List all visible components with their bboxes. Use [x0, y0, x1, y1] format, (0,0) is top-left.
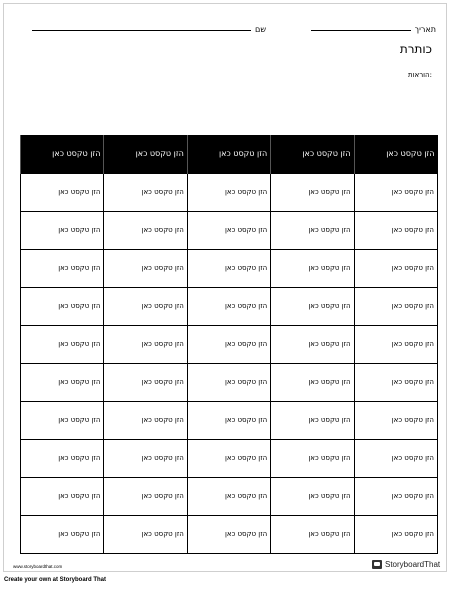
- storyboardthat-logo[interactable]: [372, 560, 440, 569]
- table-cell[interactable]: הזן טקסט כאן: [354, 477, 437, 515]
- table-cell[interactable]: הזן טקסט כאן: [271, 477, 354, 515]
- worksheet-page: [3, 3, 447, 572]
- date-field[interactable]: [304, 18, 436, 34]
- table-cell[interactable]: הזן טקסט כאן: [271, 325, 354, 363]
- table-cell[interactable]: הזן טקסט כאן: [104, 249, 187, 287]
- table-row: [21, 249, 438, 287]
- instructions-label[interactable]: :הוראות: [408, 71, 432, 79]
- table-cell[interactable]: הזן טקסט כאן: [104, 515, 187, 553]
- column-header[interactable]: הזן טקסט כאן: [104, 135, 187, 173]
- column-header[interactable]: הזן טקסט כאן: [354, 135, 437, 173]
- table-row: [21, 173, 438, 211]
- table-cell[interactable]: הזן טקסט כאן: [187, 211, 270, 249]
- worksheet-title[interactable]: כותרת: [399, 42, 432, 56]
- name-label: שם: [255, 25, 266, 34]
- table-cell[interactable]: הזן טקסט כאן: [271, 211, 354, 249]
- column-header[interactable]: הזן טקסט כאן: [21, 135, 104, 173]
- table-cell[interactable]: הזן טקסט כאן: [271, 515, 354, 553]
- table-cell[interactable]: הזן טקסט כאן: [187, 287, 270, 325]
- table-row: [21, 211, 438, 249]
- table-cell[interactable]: הזן טקסט כאן: [354, 401, 437, 439]
- table-cell[interactable]: הזן טקסט כאן: [104, 363, 187, 401]
- table-cell[interactable]: הזן טקסט כאן: [354, 439, 437, 477]
- table-row: [21, 325, 438, 363]
- table-cell[interactable]: הזן טקסט כאן: [354, 173, 437, 211]
- table-cell[interactable]: הזן טקסט כאן: [104, 211, 187, 249]
- table-cell[interactable]: הזן טקסט כאן: [21, 363, 104, 401]
- table-row: [21, 401, 438, 439]
- table-cell[interactable]: הזן טקסט כאן: [187, 363, 270, 401]
- table-cell[interactable]: הזן טקסט כאן: [354, 363, 437, 401]
- table-cell[interactable]: הזן טקסט כאן: [354, 515, 437, 553]
- table-cell[interactable]: הזן טקסט כאן: [354, 325, 437, 363]
- table-row: [21, 477, 438, 515]
- table-cell[interactable]: הזן טקסט כאן: [104, 401, 187, 439]
- table-cell[interactable]: הזן טקסט כאן: [104, 287, 187, 325]
- name-field[interactable]: [32, 18, 266, 34]
- table-row: [21, 515, 438, 553]
- table-cell[interactable]: הזן טקסט כאן: [21, 401, 104, 439]
- table-cell[interactable]: הזן טקסט כאן: [187, 515, 270, 553]
- table-cell[interactable]: הזן טקסט כאן: [271, 439, 354, 477]
- table-cell[interactable]: הזן טקסט כאן: [271, 363, 354, 401]
- date-line: [311, 30, 411, 31]
- table-cell[interactable]: הזן טקסט כאן: [21, 249, 104, 287]
- logo-text: StoryboardThat: [385, 560, 441, 569]
- table-cell[interactable]: הזן טקסט כאן: [21, 515, 104, 553]
- table-cell[interactable]: הזן טקסט כאן: [187, 173, 270, 211]
- column-header[interactable]: הזן טקסט כאן: [187, 135, 270, 173]
- table-row: [21, 439, 438, 477]
- table-cell[interactable]: הזן טקסט כאן: [187, 249, 270, 287]
- table-cell[interactable]: הזן טקסט כאן: [271, 173, 354, 211]
- table-cell[interactable]: הזן טקסט כאן: [21, 325, 104, 363]
- table-cell[interactable]: הזן טקסט כאן: [104, 173, 187, 211]
- table-cell[interactable]: הזן טקסט כאן: [104, 477, 187, 515]
- table-cell[interactable]: הזן טקסט כאן: [21, 477, 104, 515]
- date-label: תאריך: [414, 25, 436, 34]
- table-cell[interactable]: הזן טקסט כאן: [271, 401, 354, 439]
- table-cell[interactable]: הזן טקסט כאן: [187, 401, 270, 439]
- table-cell[interactable]: הזן טקסט כאן: [21, 439, 104, 477]
- table-header-row: [21, 135, 438, 173]
- column-header[interactable]: הזן טקסט כאן: [271, 135, 354, 173]
- table-row: [21, 363, 438, 401]
- table-cell[interactable]: הזן טקסט כאן: [354, 249, 437, 287]
- table-cell[interactable]: הזן טקסט כאן: [271, 249, 354, 287]
- table-cell[interactable]: הזן טקסט כאן: [21, 211, 104, 249]
- table-body: [21, 173, 438, 553]
- table-cell[interactable]: הזן טקסט כאן: [187, 439, 270, 477]
- footer-url[interactable]: www.storyboardthat.com: [13, 564, 63, 569]
- table-cell[interactable]: הזן טקסט כאן: [271, 287, 354, 325]
- table-cell[interactable]: הזן טקסט כאן: [104, 439, 187, 477]
- table-cell[interactable]: הזן טקסט כאן: [21, 173, 104, 211]
- name-line: [32, 30, 251, 31]
- table-cell[interactable]: הזן טקסט כאן: [21, 287, 104, 325]
- table-cell[interactable]: הזן טקסט כאן: [187, 325, 270, 363]
- table-cell[interactable]: הזן טקסט כאן: [354, 287, 437, 325]
- table-row: [21, 287, 438, 325]
- table-cell[interactable]: הזן טקסט כאן: [104, 325, 187, 363]
- create-your-own-caption[interactable]: Create your own at Storyboard That: [4, 577, 107, 583]
- table-cell[interactable]: הזן טקסט כאן: [187, 477, 270, 515]
- table-cell[interactable]: הזן טקסט כאן: [354, 211, 437, 249]
- storyboard-logo-icon: [372, 560, 382, 569]
- worksheet-table: [20, 135, 438, 554]
